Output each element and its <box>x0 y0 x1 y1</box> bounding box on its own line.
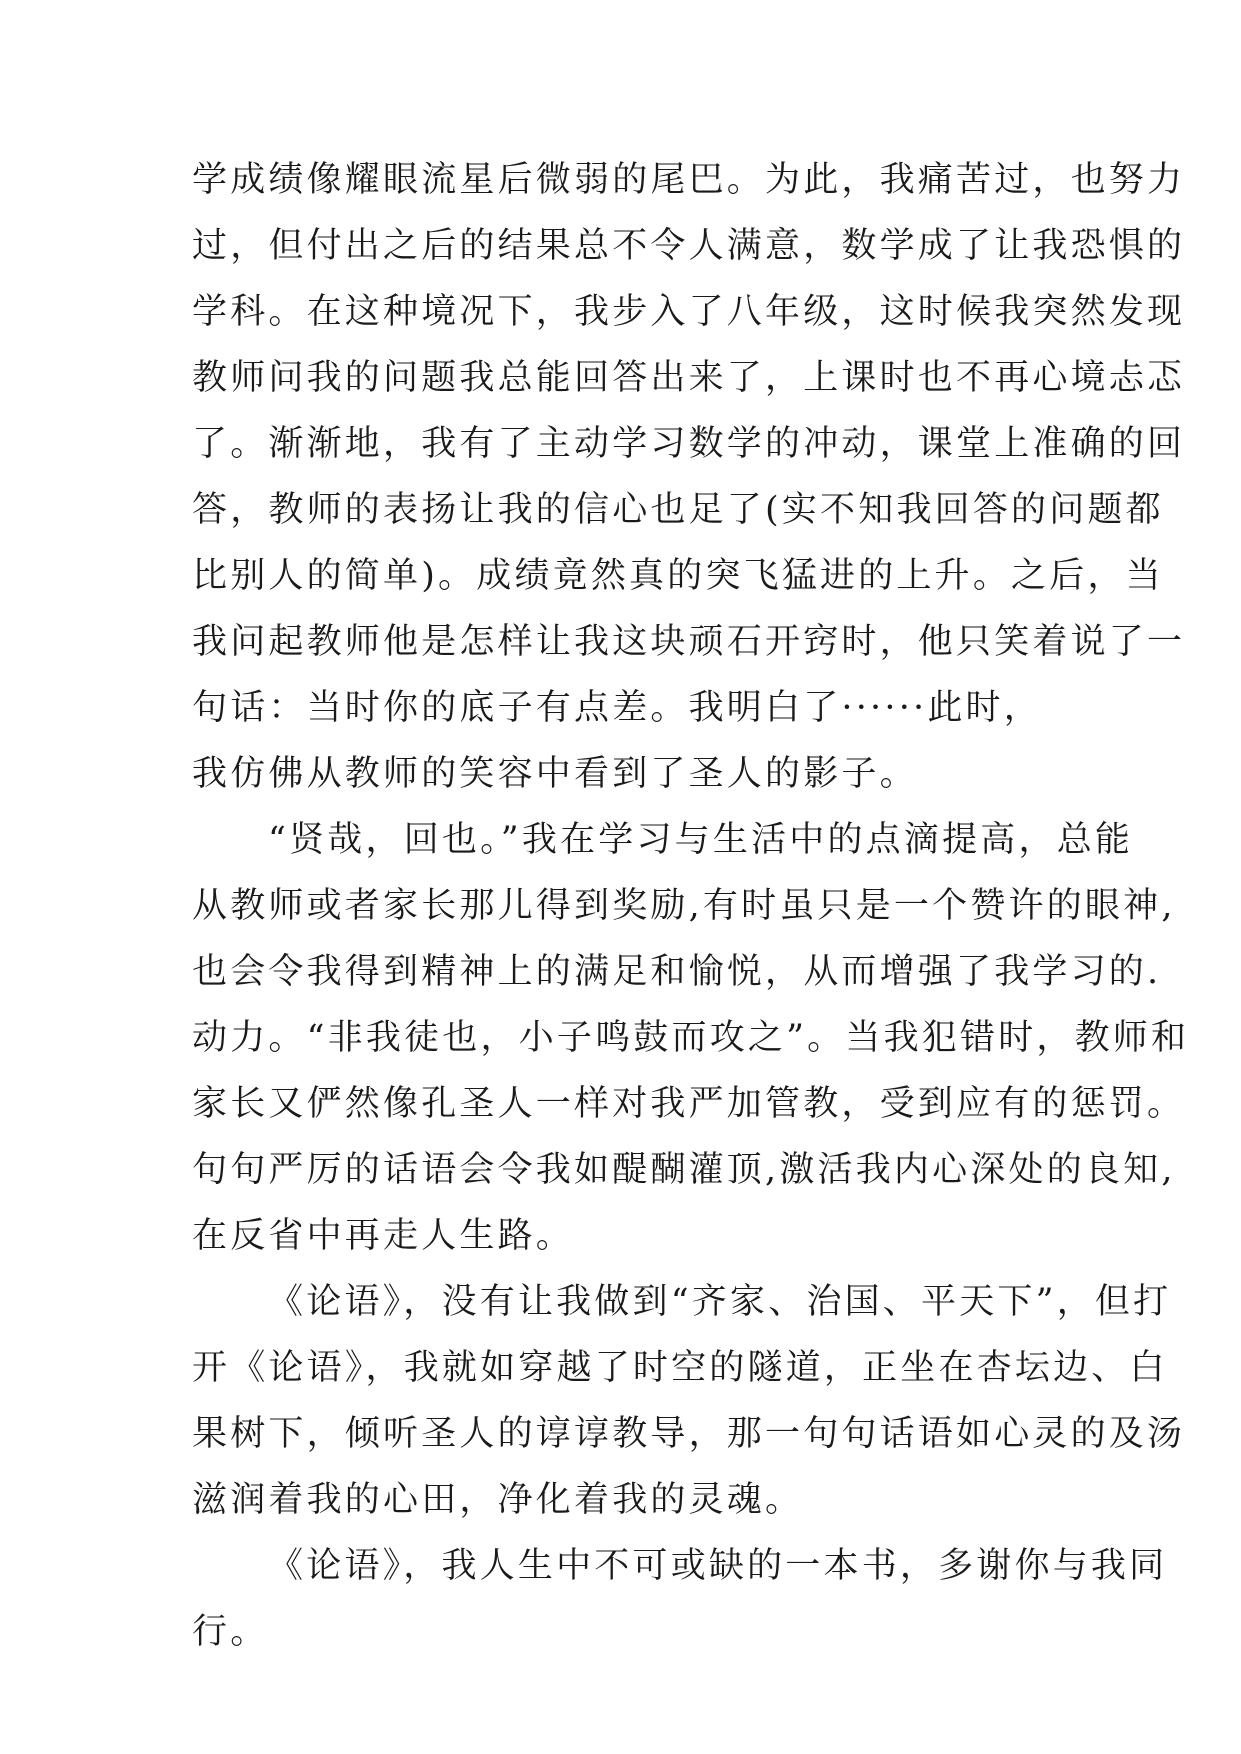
text-line: 从教师或者家长那儿得到奖励,有时虽只是一个赞许的眼神, <box>192 886 1176 926</box>
text-line: 动力。“非我徒也，小子鸣鼓而攻之”。当我犯错时，教师和 <box>192 1018 1190 1058</box>
text-line: 果树下，倾听圣人的谆谆教导，那一句句话语如心灵的及汤 <box>192 1414 1186 1454</box>
text-line: 比别人的简单)。成绩竟然真的突飞猛进的上升。之后，当 <box>192 556 1164 596</box>
paragraph-first-line: 《论语》，我人生中不可或缺的一本书，多谢你与我同 <box>268 1546 1168 1586</box>
text-line: 开《论语》，我就如穿越了时空的隧道，正坐在杏坛边、白 <box>192 1348 1168 1388</box>
text-line: 家长又俨然像孔圣人一样对我严加管教，受到应有的惩罚。 <box>192 1084 1186 1124</box>
text-line: 在反省中再走人生路。 <box>192 1216 575 1256</box>
text-line: 句句严厉的话语会令我如醍醐灌顶,激活我内心深处的良知, <box>192 1150 1176 1190</box>
text-line: 了。渐渐地，我有了主动学习数学的冲动，课堂上准确的回 <box>192 424 1186 464</box>
text-line: 学成绩像耀眼流星后微弱的尾巴。为此，我痛苦过，也努力 <box>192 160 1186 200</box>
text-line: 我问起教师他是怎样让我这块顽石开窍时，他只笑着说了一 <box>192 622 1186 662</box>
text-line: 答，教师的表扬让我的信心也足了(实不知我回答的问题都 <box>192 490 1164 530</box>
text-line: 过，但付出之后的结果总不令人满意，数学成了让我恐惧的 <box>192 226 1186 266</box>
text-line: 教师问我的问题我总能回答出来了，上课时也不再心境忐忑 <box>192 358 1186 398</box>
text-line: 滋润着我的心田，净化着我的灵魂。 <box>192 1480 804 1520</box>
text-line: 学科。在这种境况下，我步入了八年级，这时候我突然发现 <box>192 292 1186 332</box>
paragraph-first-line: 《论语》，没有让我做到“齐家、治国、平天下”，但打 <box>268 1282 1172 1322</box>
text-line: 我仿佛从教师的笑容中看到了圣人的影子。 <box>192 754 918 794</box>
text-line: 行。 <box>192 1612 269 1652</box>
text-line: 也会令我得到精神上的满足和愉悦，从而增强了我学习的. <box>192 952 1162 992</box>
paragraph-first-line: “贤哉，回也。”我在学习与生活中的点滴提高，总能 <box>268 820 1134 860</box>
text-line: 句话：当时你的底子有点差。我明白了······此时， <box>192 688 1042 728</box>
